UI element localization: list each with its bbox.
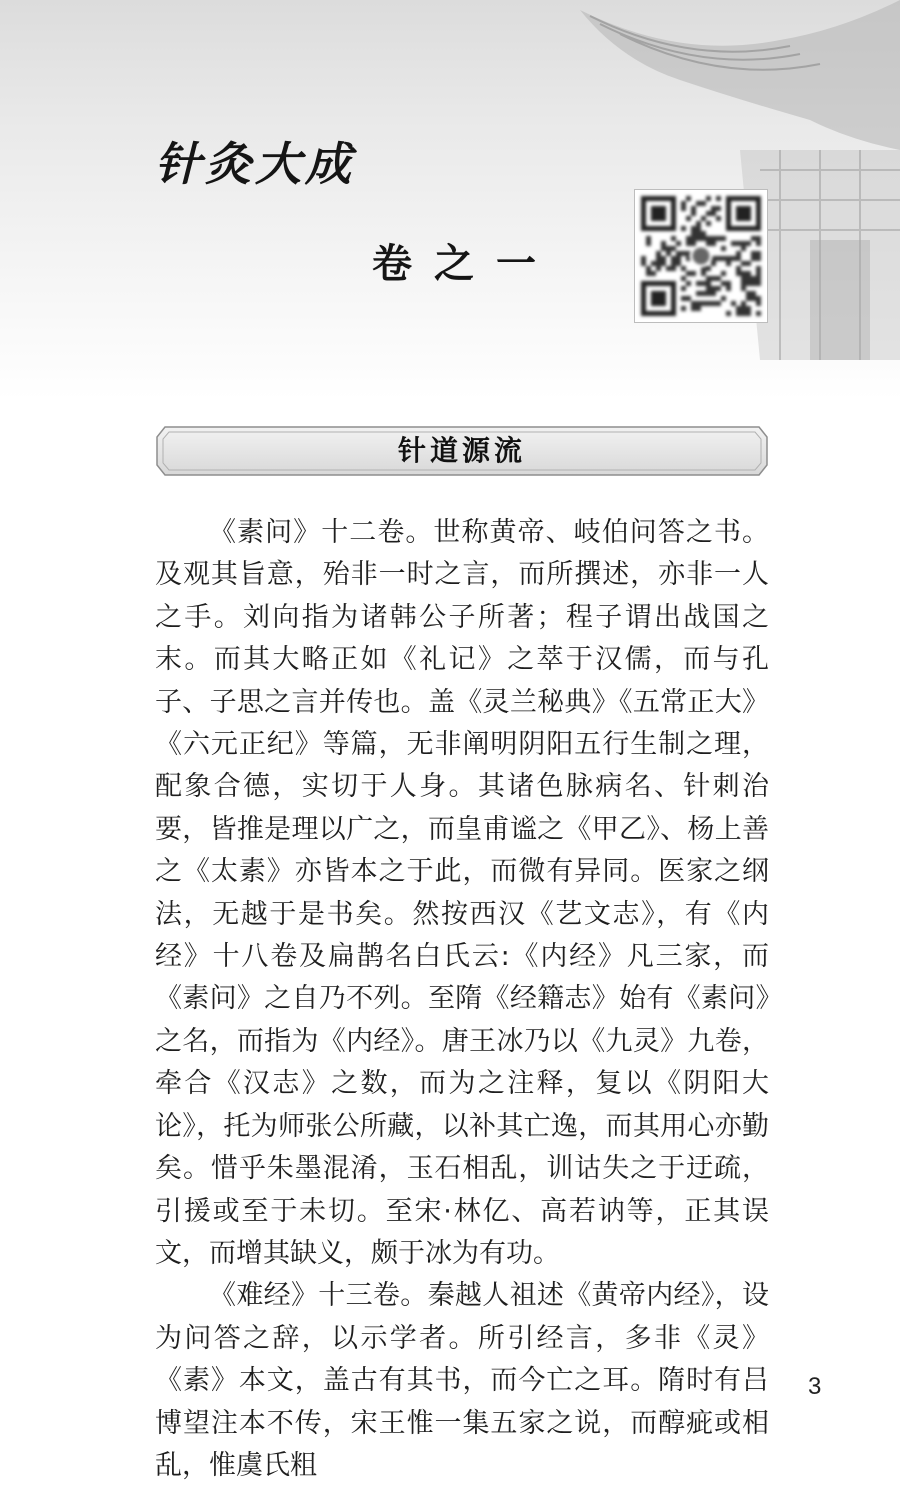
body-text — [155, 512, 769, 1487]
section-banner — [155, 425, 769, 477]
qr-code-icon — [641, 196, 761, 316]
qr-code[interactable] — [634, 189, 768, 323]
paragraph: 《难经》十三卷。秦越人祖述《黄帝内经》，设为问答之辞，以示学者。所引经言，多非《灵》《素》本文，盖古有其书，而今亡之耳。隋时有吕博望注本不传，宋王惟一集五家之说，而醇疵或相乱，惟虞氏粗 — [155, 1280, 769, 1481]
volume-title: 卷之一 — [372, 240, 558, 287]
section-title: 针道源流 — [397, 434, 526, 467]
book-title: 针灸大成 — [155, 137, 355, 191]
paragraph: 《素问》十二卷。世称黄帝、岐伯问答之书。及观其旨意，殆非一时之言，而所撰述，亦非一人之手。刘向指为诸韩公子所著；程子谓出战国之末。而其大略正如《礼记》之萃于汉儒，而与孔子、子思之言并传也。盖《灵兰秘典》《五常正大》《六元正纪》等篇，无非阐明阴阳五行生制之理，配象合德，实切于人身。其诸色脉病名、针刺治要，皆推是理以广之，而皇甫谧之《甲乙》、杨上善之《太素》亦皆本之于此，而微有异同。医家之纲法，无越于是书矣。然按西汉《艺文志》，有《内经》十八卷及扁鹊名白氏云:《内经》凡三家，而《素问》之自乃不列。至隋《经籍志》始有《素问》之名，而指为《内经》。唐王冰乃以《九灵》九卷，牵合《汉志》之数，而为之注释，复以《阴阳大论》，托为师张公所藏，以补其亡逸，而其用心亦勤矣。惜乎朱墨混淆，玉石相乱，训诂失之于迂疏，引援或至于未切。至宋·林亿、高若讷等，正其误文，而增其缺义，颇于冰为有功。 — [155, 517, 769, 1269]
page-number: 3 — [808, 1373, 822, 1400]
